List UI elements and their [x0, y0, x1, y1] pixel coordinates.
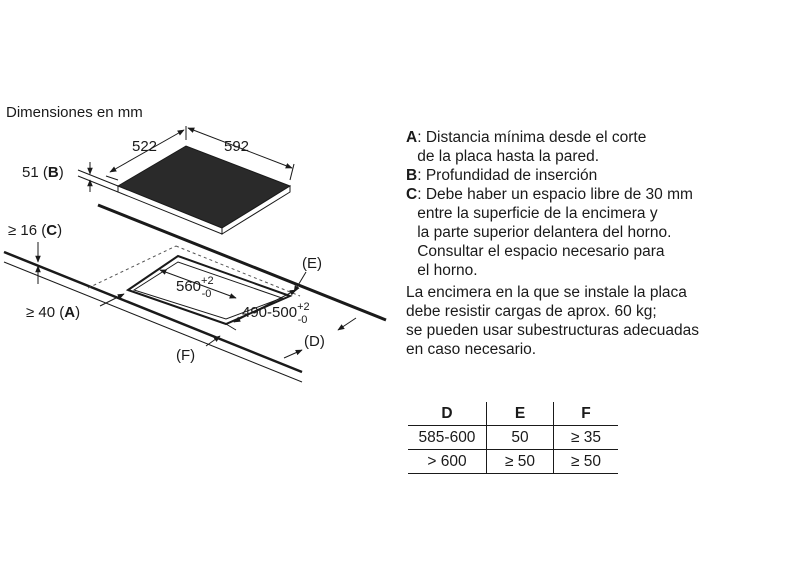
table-header-d: D	[408, 402, 487, 426]
table-header-f: F	[554, 402, 619, 426]
hob-illustration	[118, 146, 290, 234]
diagram-title: Dimensiones en mm	[6, 104, 143, 121]
note-b	[406, 166, 786, 185]
note-c	[406, 185, 786, 280]
note-a	[406, 128, 786, 166]
load-paragraph: La encimera en la que se instale la placa debe resistir cargas de aprox. 60 kg; se pueden usar subestructuras adecuadas en caso necesario.	[406, 284, 699, 358]
label-f: (F)	[176, 347, 196, 364]
note-a-text: : Distancia mínima desde el corte de la placa hasta la pared.	[417, 129, 647, 165]
table-row	[408, 426, 618, 450]
cutout-depth-label: $490-500^{+2}$ -0	[242, 301, 310, 326]
label-b: 51 (B)	[22, 164, 64, 181]
note-b-key: B	[406, 167, 418, 184]
table-cell: > 600	[408, 450, 487, 474]
table-header-e: E	[487, 402, 554, 426]
note-a-key: A	[406, 129, 418, 146]
label-c: ≥ 16 (C)	[8, 222, 63, 239]
dimension-a	[26, 294, 124, 321]
table-cell: ≥ 50	[554, 450, 619, 474]
label-e: (E)	[302, 255, 322, 272]
table-cell: ≥ 35	[554, 426, 619, 450]
clearance-table	[408, 402, 618, 474]
table-row	[408, 450, 618, 474]
cutout-width-label: $560^{+2}$ -0	[176, 275, 214, 300]
table-cell: 585-600	[408, 426, 487, 450]
notes-panel	[406, 128, 786, 359]
label-a: ≥ 40 (A)	[26, 304, 81, 321]
note-c-text: : Debe haber un espacio libre de 30 mm entre la superficie de la encimera y la parte superior delantera del horno. Consultar el espacio necesario para el horno.	[417, 186, 693, 279]
dimension-b	[22, 162, 118, 192]
table-cell: 50	[487, 426, 554, 450]
label-d: (D)	[304, 333, 325, 350]
dimension-592-label: 592	[224, 138, 250, 155]
dimension-d	[284, 318, 356, 358]
note-b-text: : Profundidad de inserción	[417, 167, 598, 184]
dimension-522-label: 522	[132, 138, 158, 155]
table-cell: ≥ 50	[487, 450, 554, 474]
note-c-key: C	[406, 186, 418, 203]
table-header-row	[408, 402, 618, 426]
